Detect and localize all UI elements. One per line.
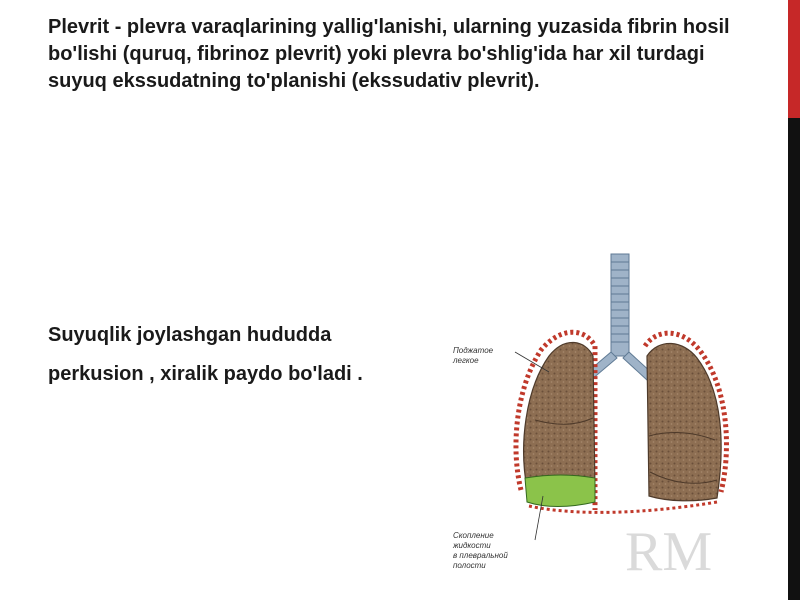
definition-paragraph: Plevrit - plevra varaqlarining yallig'lanishi, ularning yuzasida fibrin hosil bo'lishi (quruq, fibrinoz plevrit) yoki plevra bo'shlig'ida har xil turdagi suyuq ekssudatning to'planishi (ekssudativ plevrit). [48, 16, 730, 92]
label-compressed-lung-2: легкое [453, 356, 479, 365]
finding-line-2: perkusion , xiralik paydo bo'ladi . [48, 363, 363, 385]
lungs-illustration [445, 240, 735, 585]
label-fluid-2: жидкости [453, 541, 491, 550]
label-fluid-1: Скопление [453, 531, 494, 540]
finding-line-1: Suyuqlik joylashgan hududda [48, 324, 332, 346]
label-fluid-4: полости [453, 561, 486, 570]
side-accent-dark [788, 118, 800, 600]
label-fluid-3: в плевральной [453, 551, 508, 560]
label-compressed-lung-1: Поджатое [453, 346, 494, 355]
pleural-fluid [525, 475, 595, 507]
watermark-logo: RM [625, 521, 713, 583]
side-accent-red [788, 0, 800, 118]
